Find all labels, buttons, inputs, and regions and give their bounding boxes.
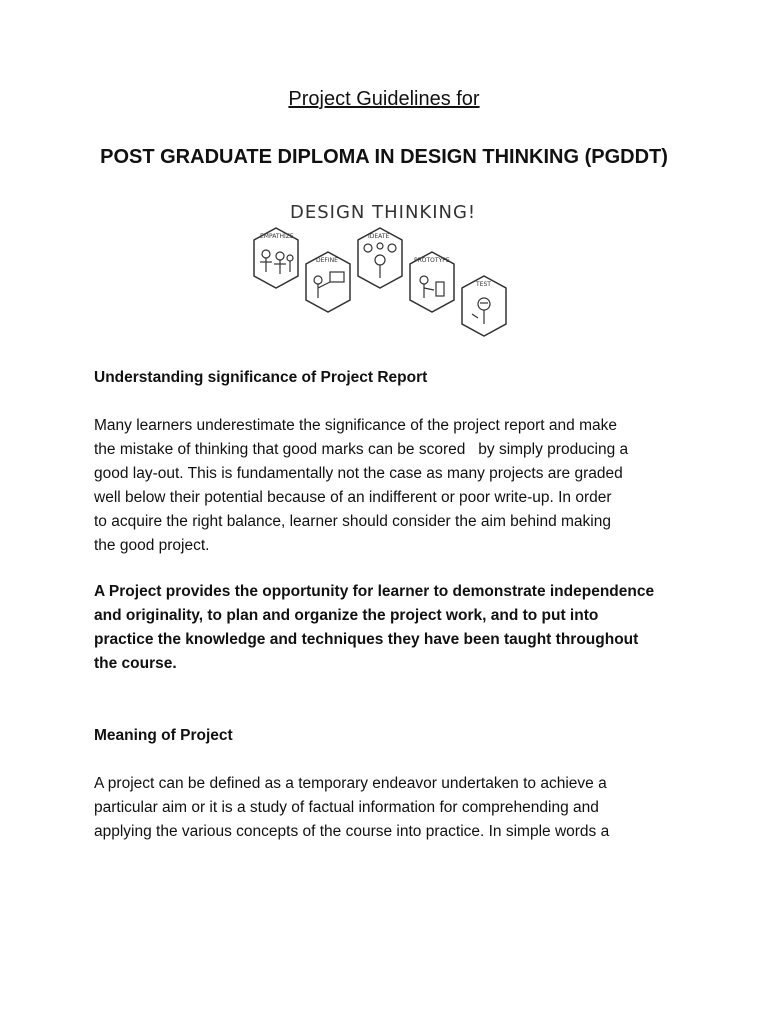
stage-label-empathize: EMPATHIZE	[260, 233, 294, 240]
section-heading: Understanding significance of Project Report	[94, 369, 428, 386]
stage-label-test: TEST	[476, 281, 491, 288]
illustration-title: DESIGN THINKING!	[290, 202, 477, 223]
stage-label-define: DEFINE	[316, 257, 338, 264]
text-line: A project can be defined as a temporary endeavor undertaken to achieve a	[94, 775, 607, 792]
text-line: well below their potential because of an indifferent or poor write-up. In order	[94, 489, 612, 506]
text-line: Many learners underestimate the significance of the project report and make	[94, 417, 617, 434]
doodle-empathize-icon	[260, 250, 293, 274]
design-thinking-illustration	[246, 186, 526, 350]
section-understanding	[94, 366, 684, 390]
text-line: the course.	[94, 655, 177, 672]
doodle-ideate-icon	[364, 243, 396, 278]
text-line: particular aim or it is a study of factual information for comprehending and	[94, 799, 599, 816]
doodle-prototype-icon	[420, 276, 444, 298]
text-line: and originality, to plan and organize the project work, and to put into	[94, 607, 599, 624]
text-line: the mistake of thinking that good marks can be scored by simply producing a	[94, 441, 629, 458]
section-meaning	[94, 724, 684, 748]
stage-label-ideate: IDEATE	[368, 233, 390, 240]
text-line: good lay-out. This is fundamentally not the case as many projects are graded	[94, 465, 623, 482]
document-title: Project Guidelines for	[288, 88, 480, 110]
doodle-test-icon	[472, 298, 490, 324]
text-line: A Project provides the opportunity for learner to demonstrate independence	[94, 583, 655, 600]
meaning-paragraph	[94, 772, 684, 844]
text-line: practice the knowledge and techniques they have been taught throughout	[94, 631, 639, 648]
understanding-bold-paragraph	[94, 580, 684, 676]
text-line: to acquire the right balance, learner should consider the aim behind making	[94, 513, 611, 530]
doodle-define-icon	[314, 272, 344, 298]
section-heading: Meaning of Project	[94, 727, 233, 744]
document-subtitle: POST GRADUATE DIPLOMA IN DESIGN THINKING (PGDDT)	[100, 146, 668, 168]
understanding-paragraph	[94, 414, 684, 558]
text-line: applying the various concepts of the course into practice. In simple words a	[94, 823, 610, 840]
text-line: the good project.	[94, 537, 210, 554]
stage-label-prototype: PROTOTYPE	[414, 257, 450, 264]
